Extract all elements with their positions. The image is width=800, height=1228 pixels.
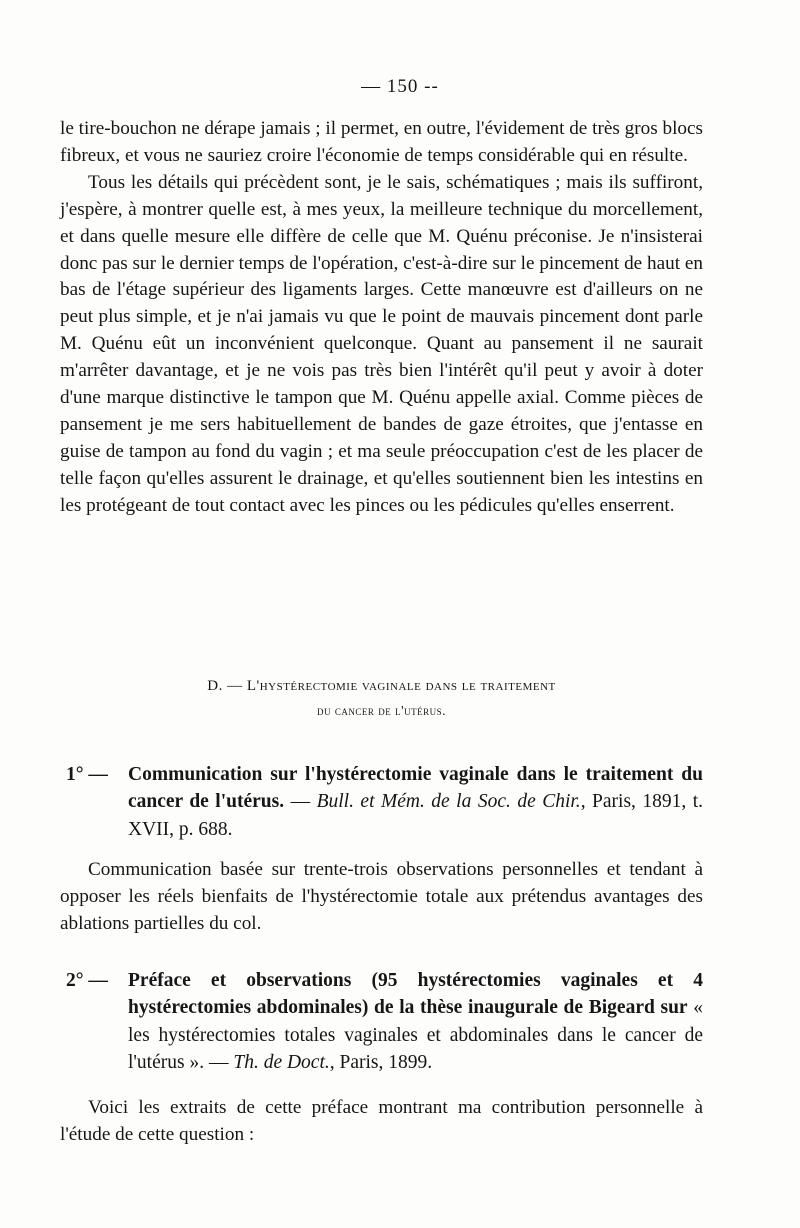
entry-citation — [128, 967, 703, 1076]
entry-source-details: , Paris, 1891, t. XVII, p. 688. — [128, 791, 704, 840]
entry-description: Communication basée sur trente-trois observations personnelles et tendant à opposer les réels bienfaits de l'hystérectomie totale aux prétendus avantages des ablations partielles du col. — [60, 859, 703, 934]
page-number: — 150 -- — [361, 76, 439, 97]
bibliography-entry — [60, 761, 703, 843]
entry-dash: — — [290, 791, 311, 813]
entry-source-italic: Th. de Doct. — [233, 1051, 330, 1073]
body-text — [60, 116, 703, 520]
paragraph-continuation: le tire-bouchon ne dérape jamais ; il permet, en outre, l'évidement de très gros blocs fibreux, et vous ne sauriez croire l'économie de temps considérable qui en résulte. — [60, 118, 703, 166]
entry-citation — [128, 761, 703, 843]
entry-title: Préface et observations (95 hystérectomies vaginales et 4 hystérectomies abdominales) de la thèse inaugurale de Bigeard sur — [128, 970, 703, 1019]
entry-dash: — — [208, 1051, 229, 1073]
section-letter: D. — — [207, 678, 243, 694]
section-title-line-1: L'hystérectomie vaginale dans le traitement — [246, 678, 556, 694]
bibliography-entry — [60, 967, 703, 1076]
entry-source-details: , Paris, 1899. — [329, 1051, 433, 1073]
entry-source-italic: Bull. et Mém. de la Soc. de Chir. — [316, 791, 581, 813]
entry-quote: « les hystérectomies totales vaginales et abdominales dans le cancer de l'utérus ». — [128, 997, 703, 1073]
entry-number: 1° — — [66, 764, 108, 785]
section-title-line-2: du cancer de l'utérus. — [317, 703, 446, 718]
entry-number: 2° — — [66, 970, 108, 991]
paragraph-morcellement: Tous les détails qui précèdent sont, je le sais, schématiques ; mais ils suffiront, j'espère, à montrer quelle est, à mes yeux, la meilleure technique du morcellement, et dans quelle mesure elle diffère de celle que M. Quénu préconise. Je n'insisterai donc pas sur le dernier temps de l'opération, c'est-à-dire sur le pincement de haut en bas de l'étage supérieur des ligaments larges. Cette manœuvre est d'ailleurs on ne peut plus simple, et je n'ai jamais vu que le point de mauvais pincement dont parle M. Quénu eût un inconvénient quelconque. Quant au pansement il ne saurait m'arrêter davantage, et je ne vois pas très bien l'intérêt qu'il peut y avoir à doter d'une marque distinctive le tampon que M. Quénu appelle axial. Comme pièces de pansement je me sers habituellement de bandes de gaze étroites, que j'entasse en guise de tampon au fond du vagin ; et ma seule préoccupation c'est de les placer de telle façon qu'elles assurent le drainage, et qu'elles soutiennent bien les intestins en les protégeant de tout contact avec les pinces ou les pédicules qu'elles enserrent. — [60, 171, 703, 516]
entry-title: Communication sur l'hystérectomie vaginale dans le traitement du cancer de l'utérus. — [128, 764, 703, 813]
section-heading — [60, 678, 703, 695]
entry-description: Voici les extraits de cette préface montrant ma contribution personnelle à l'étude de cette question : — [60, 1097, 703, 1145]
